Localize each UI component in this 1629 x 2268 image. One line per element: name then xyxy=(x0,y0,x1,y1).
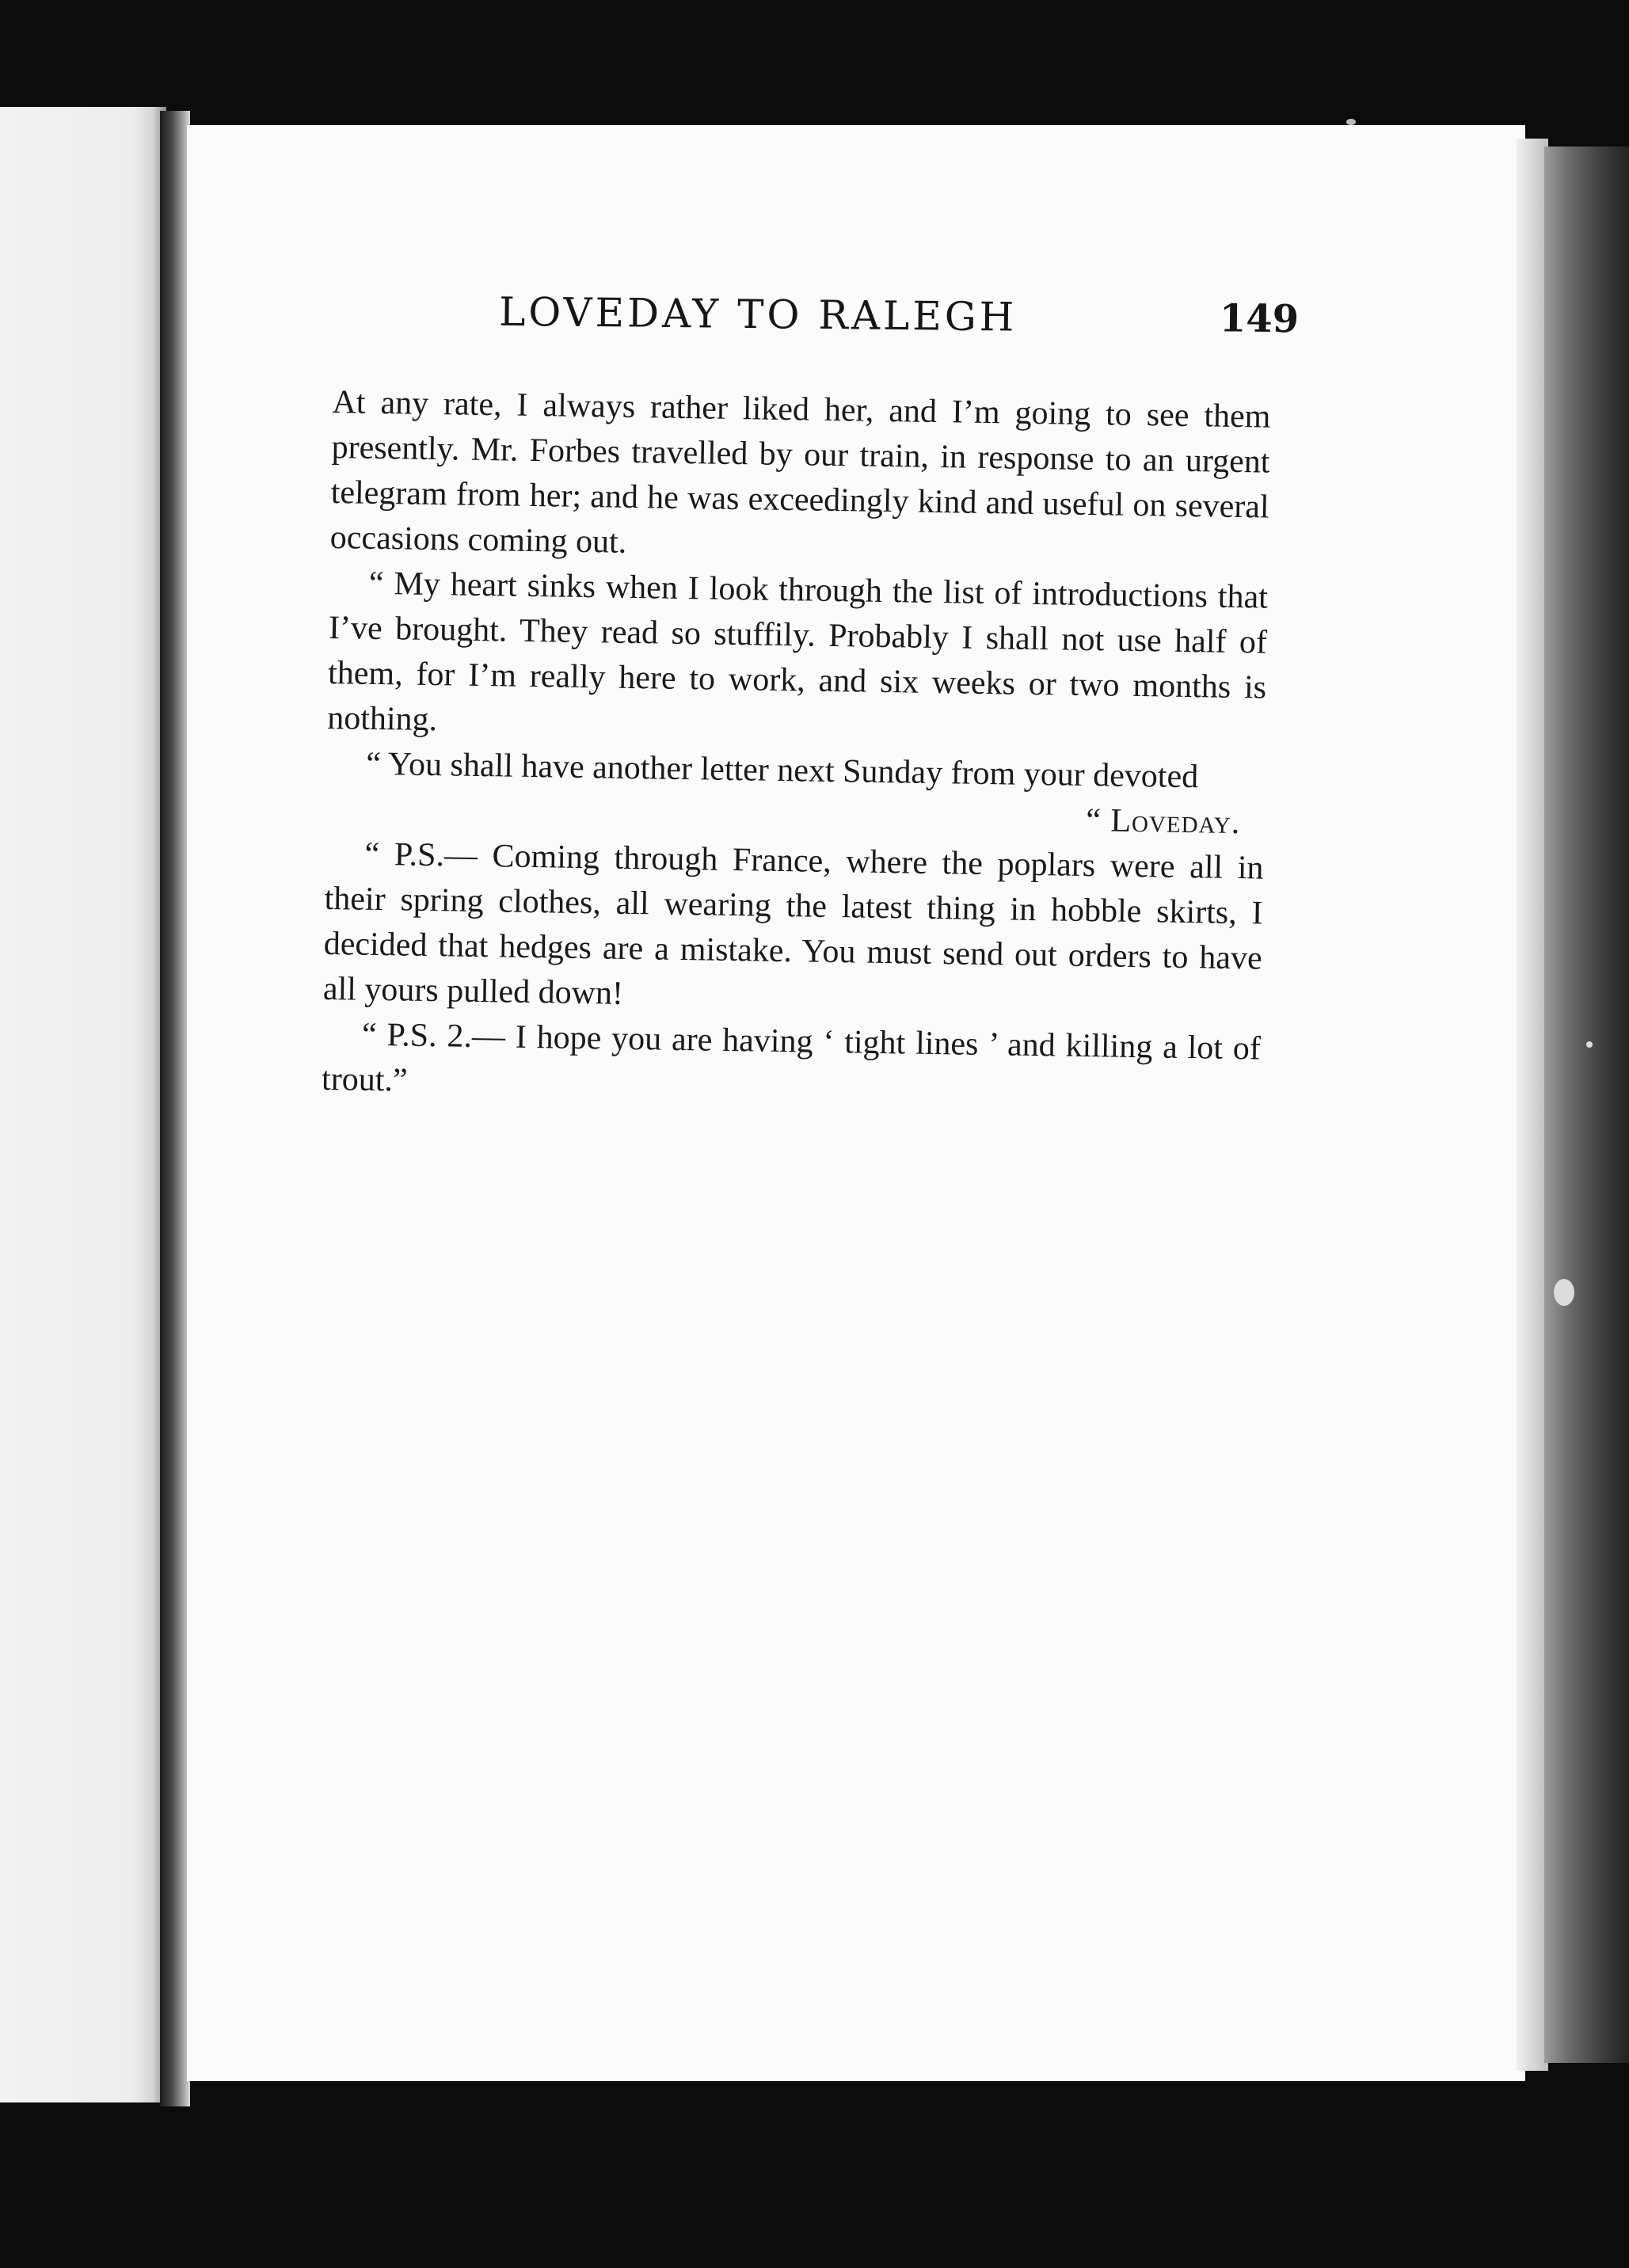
book-gutter xyxy=(160,111,190,2106)
postscript: “ P.S.— Coming through France, where the poplars were all in their spring clothes, all wearing the latest thing in hobble skirts, I decided that hedges are a mistake. You must send out orders to have all yours pulled down! xyxy=(322,835,1264,1012)
page-number: 149 xyxy=(1219,296,1300,342)
paragraph: At any rate, I always rather liked her, and I’m going to see them presently. Mr. Forbes travelled by our train, in response to an urgent telegram from her; and he was exceedingly kind and useful on several occasions coming out. xyxy=(329,383,1271,561)
speck xyxy=(1346,119,1356,125)
paragraph: “ You shall have another letter next Sunday from your devoted xyxy=(366,745,1199,796)
paragraph: “ My heart sinks when I look through the list of introductions that I’ve brought. They read so stuffily. Probably I shall not use half of them, for I’m really here to work, and six weeks or two months is nothing. xyxy=(326,565,1269,739)
running-head xyxy=(499,289,1300,361)
facing-page-edge xyxy=(0,107,166,2102)
signature: “ Loveday. xyxy=(1085,802,1241,842)
postscript: “ P.S. 2.— I hope you are having ‘ tight lines ’ and killing a lot of trout.” xyxy=(321,1016,1262,1099)
body-text xyxy=(322,380,1271,1117)
running-title: LOVEDAY TO RALEGH xyxy=(498,288,1018,341)
book-spine xyxy=(1544,147,1629,2063)
speck xyxy=(1586,1041,1593,1048)
page-edge-shadow xyxy=(1517,139,1548,2071)
speck xyxy=(1554,1279,1574,1306)
